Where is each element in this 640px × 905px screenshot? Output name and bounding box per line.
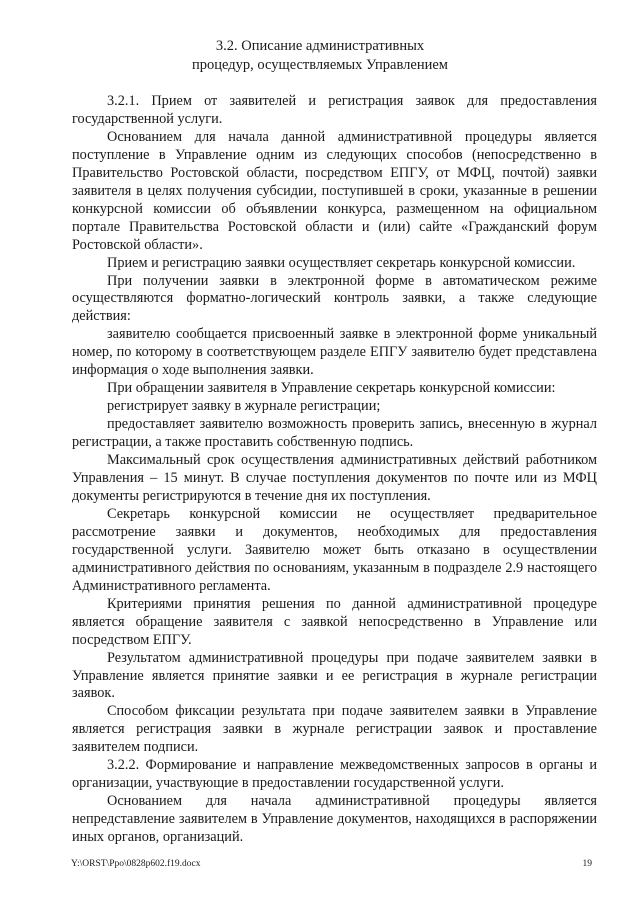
page-number: 19 [582,859,592,869]
paragraph: Критериями принятия решения по данной административной процедуре является обращение заявителя с заявкой непосредственно в Управление или посредством ЕПГУ. [72,595,597,648]
paragraph: регистрирует заявку в журнале регистрации; [107,398,381,415]
paragraph: Основанием для начала данной административной процедуры является поступление в Управление одним из следующих способов (непосредственно в Правительство Ростовской области, посредством ЕПГУ, от МФЦ, почтой) заявки заявителя в целях получения субсидии, поступившей в сроки, указанные в решении конкурсной комиссии об объявлении конкурса, размещенном на официальном портале Правительства Ростовской области и (или) сайте «Гражданский форум Ростовской области». [72,128,597,253]
paragraph: Максимальный срок осуществления административных действий работником Управления – 15 минут. В случае поступления документов по почте или из МФЦ документы регистрируются в течение дня их поступления. [72,452,597,504]
paragraph: Основанием для начала административной процедуры является непредставление заявителем в Управление документов, находящихся в распоряжении иных органов, организаций. [72,793,597,846]
paragraph: Прием и регистрацию заявки осуществляет секретарь конкурсной комиссии. [107,254,576,271]
section-heading [0,37,640,75]
paragraph: Способом фиксации результата при подаче заявителем заявки в Управление является регистрация заявки в журнале регистрации заявок и проставление заявителем подписи. [72,703,597,756]
section-heading-line-2: процедур, осуществляемых Управлением [192,57,448,73]
paragraph: При получении заявки в электронной форме в автоматическом режиме осуществляются форматно-логический контроль заявки, а также следующие действия: [72,272,597,325]
document-body [72,93,597,847]
paragraph-3-2-2-title: 3.2.2. Формирование и направление межведомственных запросов в органы и организации, участвующие в предоставлении государственной услуги. [72,757,597,792]
paragraph: Секретарь конкурсной комиссии не осуществляет предварительное рассмотрение заявки и документов, необходимых для предоставления государственной услуги. Заявителю может быть отказано в осуществлении административного действия по основаниям, указанным в подразделе 2.9 настоящего Административного регламента. [72,505,597,594]
footer-file-path: Y:\ORST\Ppo\0828p602.f19.docx [71,859,201,869]
paragraph: При обращении заявителя в Управление секретарь конкурсной комиссии: [107,380,556,397]
paragraph: Результатом административной процедуры при подаче заявителем заявки в Управление является принятие заявки и ее регистрация в журнале регистрации заявок. [72,649,597,702]
section-heading-line-1: 3.2. Описание административных [215,38,425,54]
paragraph: заявителю сообщается присвоенный заявке в электронной форме уникальный номер, по которому в соответствующем разделе ЕПГУ заявителю будет представлена информация о ходе выполнения заявки. [72,326,597,379]
paragraph: предоставляет заявителю возможность проверить запись, внесенную в журнал регистрации, а также проставить собственную подпись. [72,416,597,451]
paragraph-3-2-1-title: 3.2.1. Прием от заявителей и регистрация заявок для предоставления государственной услуги. [72,93,597,127]
